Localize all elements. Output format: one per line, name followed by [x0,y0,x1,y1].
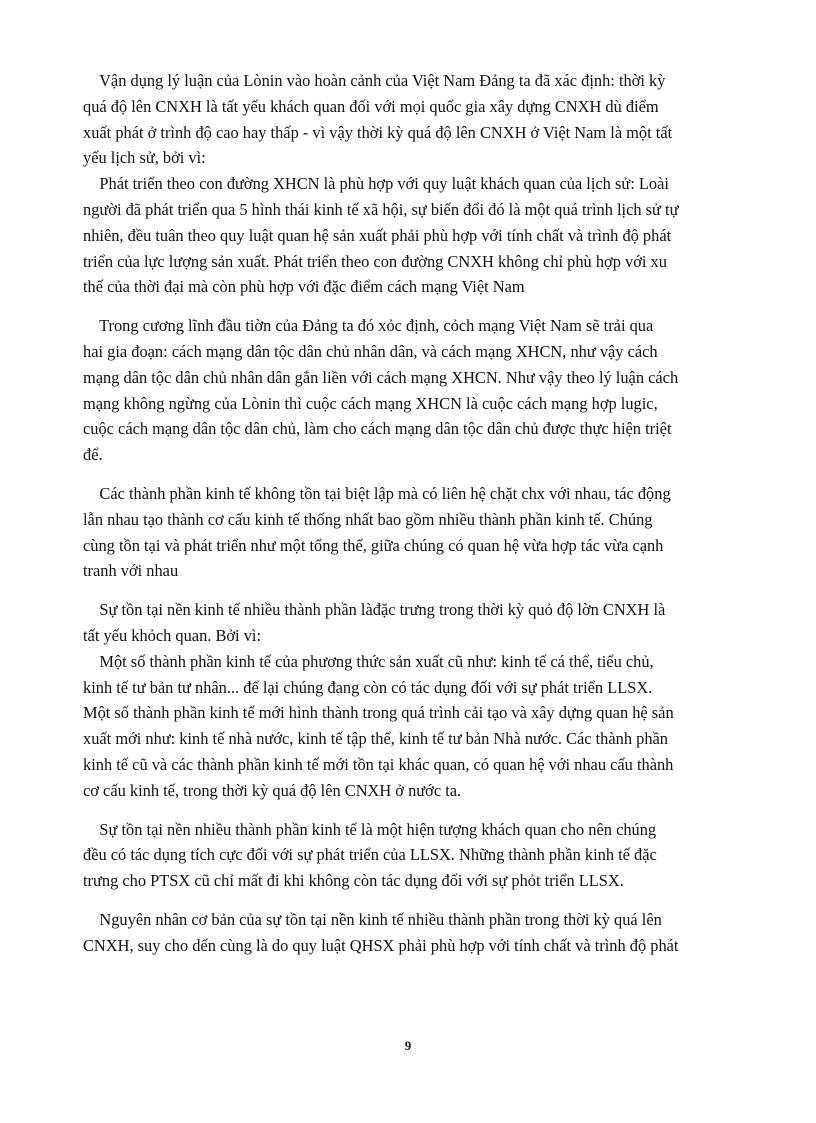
text-line: hai gia đoạn: cách mạng dân tộc dân chủ nhân dân, và cách mạng XHCN, như vậy cách [83,341,658,361]
paragraph [83,313,743,468]
paragraph [83,597,743,803]
text-line: yếu lịch sử, bởi vì: [83,148,206,168]
text-line: Một số thành phần kinh tế của phương thức sản xuất cũ như: kinh tế cá thể, tiểu chủ, [83,651,654,671]
text-line: kinh tế cũ và các thành phần kinh tế mới tồn tại khác quan, có quan hệ với nhau cấu thành [83,754,674,774]
text-line: tranh với nhau [83,561,179,581]
paragraph [83,817,743,894]
text-line: nhiên, đều tuân theo quy luật quan hệ sản xuất phải phù hợp với tính chất và trình độ phát [83,225,672,245]
text-line: Vận dụng lý luận của Lònin vào hoàn cảnh của Việt Nam Đảng ta đã xác định: thời kỳ [83,71,666,90]
text-line: đều có tác dụng tích cực đối với sự phát triển của LLSX. Những thành phần kinh tế đặc [83,845,657,865]
text-line: người đã phát triển qua 5 hình thái kinh tế xã hội, sự biến đổi đó là một quá trình lịch sử tự [83,199,679,219]
paragraph [83,68,743,300]
text-line: cuộc cách mạng dân tộc dân chủ, làm cho cách mạng dân tộc dân chủ được thực hiện triệt [83,419,672,439]
text-line: Các thành phần kinh tế không tồn tại biệt lập mà có liên hệ chặt chx với nhau, tác động [83,483,671,503]
text-line: Một số thành phần kinh tế mới hình thành trong quá trình cải tạo và xây dựng quan hệ sản [83,703,674,723]
text-line: kinh tế tư bản tư nhân... để lại chúng đang còn có tác dụng đối với sự phát triển LLSX. [83,677,653,697]
paragraph [83,481,743,584]
text-line: để. [83,445,103,465]
document-body [83,68,743,972]
text-line: triển của lực lượng sản xuất. Phát triển theo con đường CNXH không chỉ phù hợp với xu [83,251,667,271]
text-line: CNXH, suy cho dến cùng là do quy luật QHSX phải phù hợp với tính chất và trình độ phát [83,935,679,955]
text-line: thế của thời đại mà còn phù hợp với đặc điểm cách mạng Việt Nam [83,277,525,297]
text-line: Trong cương lĩnh đầu tiờn của Đảng ta đó xỏc định, cỏch mạng Việt Nam sẽ trải qua [83,316,654,336]
text-line: cơ cấu kinh tế, trong thời kỳ quá độ lên CNXH ở nước ta. [83,780,462,800]
text-line: tất yếu khỏch quan. Bởi vì: [83,625,262,645]
text-line: quá độ lên CNXH là tất yếu khách quan đối với mọi quốc gia xây dựng CNXH dù điểm [83,96,659,116]
text-line: xuất phát ở trình độ cao hay thấp - vì vậy thời kỳ quá độ lên CNXH ở Việt Nam là một tất [83,122,673,142]
text-line: Phát triển theo con đường XHCN là phù hợp với quy luật khách quan của lịch sử: Loài [83,174,669,194]
text-line: mạng dân tộc dân chủ nhân dân gắn liền với cách mạng XHCN. Như vậy theo lý luận cách [83,367,679,387]
text-line: Sự tồn tại nền kinh tế nhiều thành phần làđặc trưng trong thời kỳ quỏ độ lờn CNXH là [83,600,666,620]
text-line: Sự tồn tại nền nhiều thành phần kinh tế là một hiện tượng khách quan cho nên chúng [83,819,657,839]
text-line: trưng cho PTSX cũ chỉ mất đi khi không còn tác dụng đối với sự phỏt triển LLSX. [83,871,624,891]
page-number: 9 [404,1038,412,1053]
text-line: Nguyên nhân cơ bản của sự tồn tại nền kinh tế nhiều thành phần trong thời kỳ quá lên [83,909,662,929]
text-line: cùng tồn tại và phát triển như một tổng thể, giữa chúng có quan hệ vừa hợp tác vừa cạnh [83,535,664,555]
text-line: lẫn nhau tạo thành cơ cấu kinh tế thống nhất bao gồm nhiều thành phần kinh tế. Chúng [83,509,653,529]
text-line: mạng không ngừng của Lònin thì cuộc cách mạng XHCN là cuộc cách mạng hợp lugic, [83,393,658,413]
paragraph [83,907,743,959]
text-line: xuất mới như: kinh tế nhà nước, kinh tế tập thể, kinh tế tư bản Nhà nước. Các thành phần [83,729,668,749]
